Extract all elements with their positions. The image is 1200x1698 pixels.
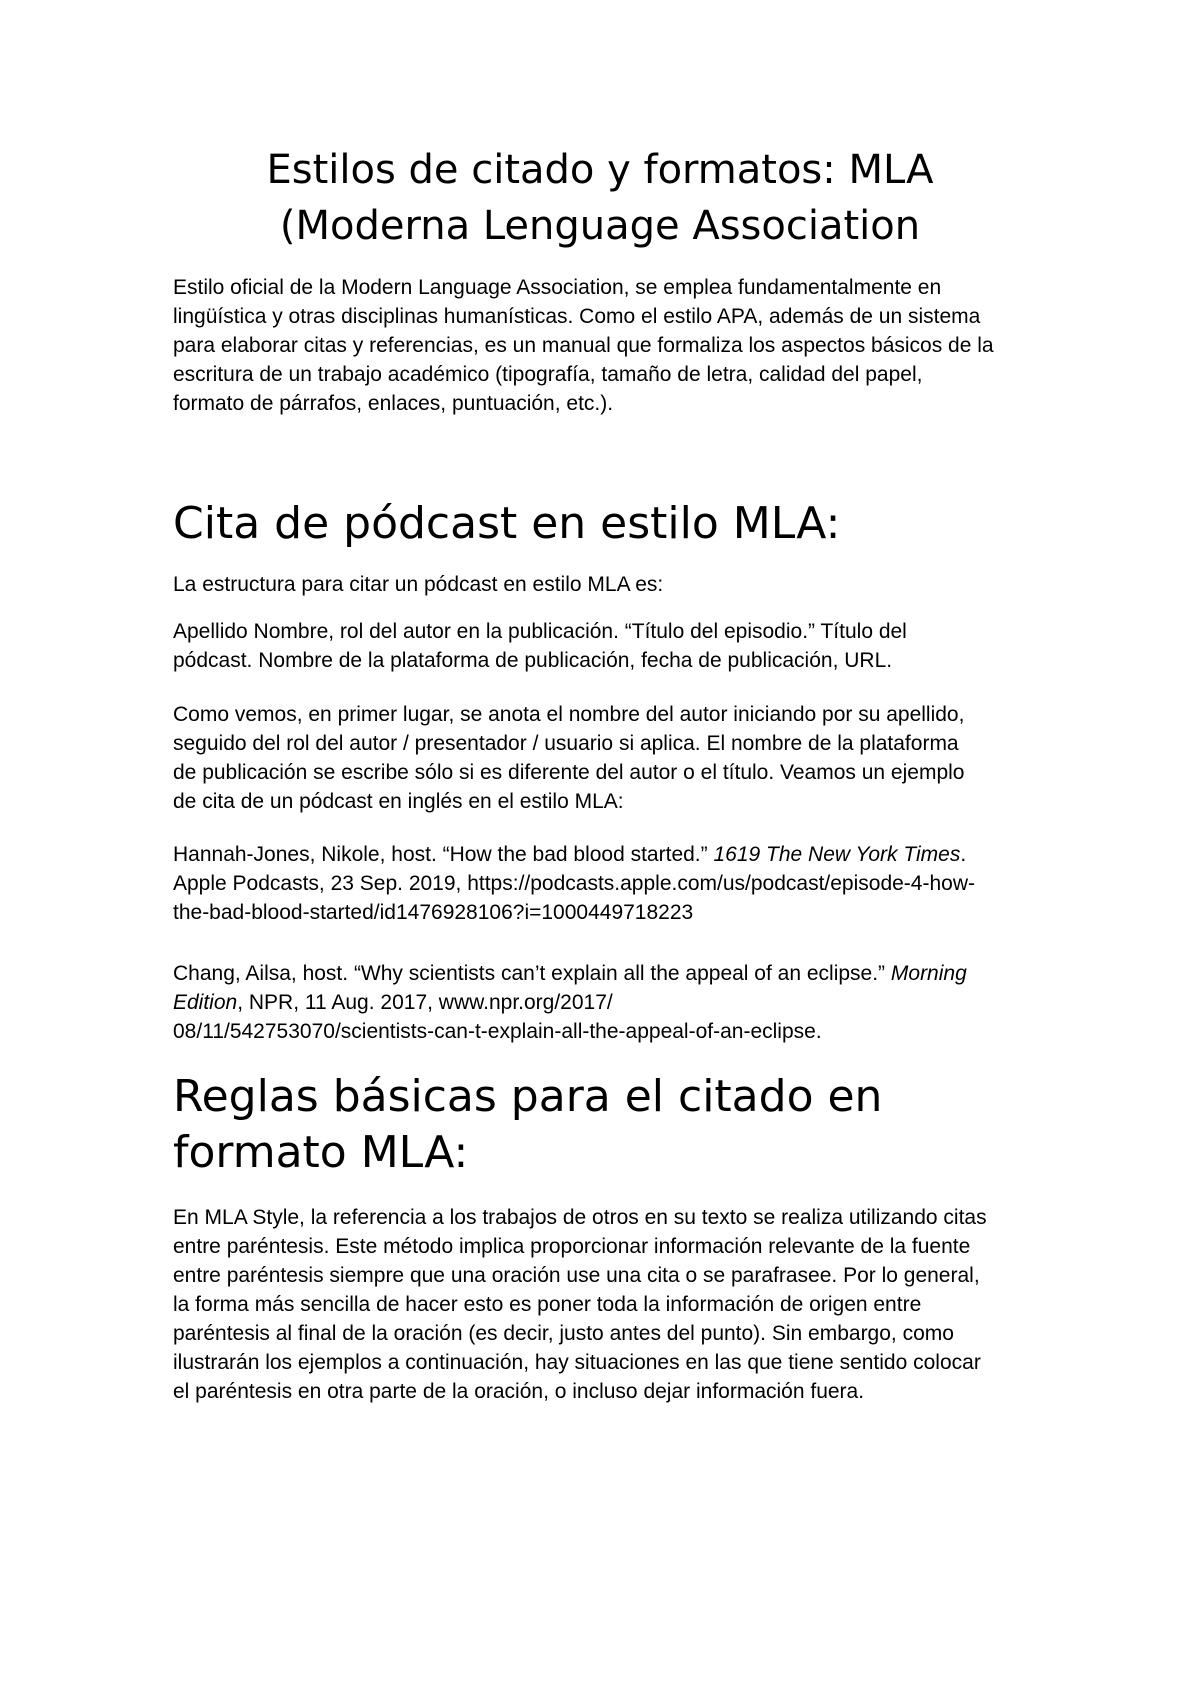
- structure-intro: [173, 570, 1043, 599]
- title-line-1: Estilos de citado y formatos: MLA: [266, 147, 934, 193]
- citation-text: Hannah-Jones, Nikole, host. “How the bad blood started.”: [173, 843, 714, 866]
- citation-italic-title: Morning: [890, 962, 967, 985]
- paragraph-line: La estructura para citar un pódcast en estilo MLA es:: [173, 573, 664, 596]
- paragraph-line: para elaborar citas y referencias, es un manual que formaliza los aspectos básicos de la: [173, 334, 994, 357]
- citation-italic-title: 1619 The New York Times: [713, 843, 961, 866]
- heading-line: Reglas básicas para el citado en: [173, 1071, 883, 1122]
- paragraph-line: de publicación se escribe sólo si es diferente del autor o el título. Veamos un ejemplo: [173, 761, 965, 784]
- citation-text: Chang, Ailsa, host. “Why scientists can’t explain all the appeal of an eclipse.”: [173, 962, 891, 985]
- paragraph-line: Como vemos, en primer lugar, se anota el nombre del autor iniciando por su apellido,: [173, 703, 965, 726]
- paragraph-line: pódcast. Nombre de la plataforma de publicación, fecha de publicación, URL.: [173, 649, 893, 672]
- rules-paragraph: [173, 1203, 1043, 1406]
- podcast-section-heading: Cita de pódcast en estilo MLA:: [173, 498, 841, 549]
- paragraph-line: [173, 840, 1043, 869]
- paragraph-line: En MLA Style, la referencia a los trabajos de otros en su texto se realiza utilizando citas: [173, 1206, 987, 1229]
- structure-template: [173, 617, 1043, 675]
- paragraph-line: entre paréntesis siempre que una oración use una cita o se parafrasee. Por lo general,: [173, 1264, 980, 1287]
- paragraph-line: lingüística y otras disciplinas humanísticas. Como el estilo APA, además de un sistema: [173, 305, 981, 328]
- explanation-paragraph: [173, 700, 1043, 816]
- page-title: [120, 142, 1080, 254]
- paragraph-line: the-bad-blood-started/id1476928106?i=1000449718223: [173, 901, 694, 924]
- rules-section-heading: [173, 1069, 1073, 1181]
- heading-line: formato MLA:: [173, 1127, 469, 1178]
- paragraph-line: paréntesis al final de la oración (es decir, justo antes del punto). Sin embargo, como: [173, 1322, 954, 1345]
- paragraph-line: Apple Podcasts, 23 Sep. 2019, https://podcasts.apple.com/us/podcast/episode-4-how-: [173, 872, 975, 895]
- paragraph-line: escritura de un trabajo académico (tipografía, tamaño de letra, calidad del papel,: [173, 363, 923, 386]
- citation-text: .: [960, 843, 967, 866]
- example-citation-1: [173, 840, 1043, 927]
- paragraph-line: el paréntesis en otra parte de la oración, o incluso dejar información fuera.: [173, 1380, 865, 1403]
- paragraph-line: formato de párrafos, enlaces, puntuación, etc.).: [173, 392, 614, 415]
- paragraph-line: ilustrarán los ejemplos a continuación, hay situaciones en las que tiene sentido colocar: [173, 1351, 981, 1374]
- paragraph-line: la forma más sencilla de hacer esto es poner toda la información de origen entre: [173, 1293, 922, 1316]
- paragraph-line: [173, 959, 1043, 988]
- paragraph-line: 08/11/542753070/scientists-can-t-explain-all-the-appeal-of-an-eclipse.: [173, 1020, 822, 1043]
- example-citation-2: [173, 959, 1043, 1046]
- citation-italic-title: Edition: [173, 991, 238, 1014]
- paragraph-line: [173, 988, 1043, 1017]
- citation-text: , NPR, 11 Aug. 2017, www.npr.org/2017/: [237, 991, 613, 1014]
- intro-paragraph: [173, 273, 1043, 418]
- title-line-2: (Moderna Lenguage Association: [279, 203, 921, 249]
- paragraph-line: de cita de un pódcast en inglés en el estilo MLA:: [173, 790, 624, 813]
- paragraph-line: entre paréntesis. Este método implica proporcionar información relevante de la fuente: [173, 1235, 971, 1258]
- paragraph-line: seguido del rol del autor / presentador / usuario si aplica. El nombre de la plataforma: [173, 732, 959, 755]
- paragraph-line: Estilo oficial de la Modern Language Association, se emplea fundamentalmente en: [173, 276, 942, 299]
- paragraph-line: Apellido Nombre, rol del autor en la publicación. “Título del episodio.” Título del: [173, 620, 907, 643]
